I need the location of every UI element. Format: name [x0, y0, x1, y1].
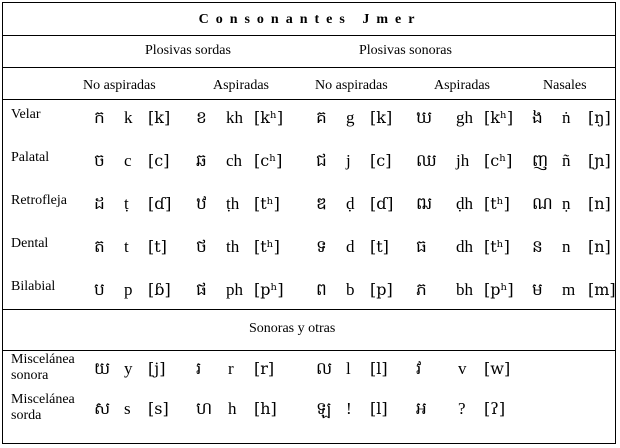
ipa-value: [j] [148, 359, 166, 378]
transliteration: r [228, 359, 234, 378]
ipa-value: [pʰ] [484, 280, 514, 299]
row-label-line: Miscelánea [11, 352, 75, 367]
ipa-value: [tʰ] [254, 194, 280, 213]
transliteration: ph [226, 280, 243, 299]
group-sonoras-y-otras: Sonoras y otras [249, 321, 336, 336]
transliteration: kh [226, 108, 243, 127]
ipa-value: [n] [588, 237, 611, 256]
ipa-value: [k] [370, 108, 393, 127]
transliteration: ṇ [562, 194, 571, 213]
row-label-palatal: Palatal [11, 150, 50, 165]
ipa-value: [h] [254, 399, 277, 418]
khmer-letter: ស [94, 399, 111, 419]
row-label-line: sorda [11, 408, 42, 423]
transliteration: p [124, 280, 133, 299]
transliteration: jh [456, 151, 470, 170]
table-title: Consonantes Jmer [198, 12, 422, 27]
khmer-letter: ហ [196, 399, 213, 419]
transliteration: ! [346, 399, 352, 418]
khmer-letter: ដ [94, 194, 105, 214]
khmer-letter: ឍ [416, 194, 433, 214]
transliteration: ñ [562, 151, 571, 170]
khmer-letter: ឃ [416, 108, 433, 128]
divider-subheaders [2, 99, 616, 100]
ipa-value: [ɗ] [148, 194, 172, 213]
transliteration: ḍh [456, 194, 473, 213]
row-label-miscelanea-sonora [11, 352, 75, 384]
ipa-value: [p] [370, 280, 393, 299]
transliteration: bh [456, 280, 473, 299]
khmer-letter: ញ [532, 151, 549, 171]
khmer-letter: ថ [196, 237, 207, 257]
ipa-value: [t] [148, 237, 167, 256]
khmer-letter: ណ [532, 194, 553, 214]
group-plosivas-sordas: Plosivas sordas [145, 43, 231, 58]
ipa-value: [cʰ] [254, 151, 283, 170]
ipa-value: [l] [370, 399, 388, 418]
khmer-letter: ឡ [316, 399, 332, 419]
row-label-dental: Dental [11, 236, 49, 251]
ipa-value: [c] [370, 151, 392, 170]
divider-main-body [2, 309, 616, 310]
khmer-letter: ឌ [316, 194, 327, 214]
transliteration: j [346, 151, 351, 170]
ipa-value: [r] [254, 359, 275, 378]
transliteration: dh [456, 237, 473, 256]
transliteration: m [562, 280, 576, 299]
row-label-bilabial: Bilabial [11, 279, 56, 294]
ipa-value: [w] [484, 359, 511, 378]
transliteration: ? [458, 399, 466, 418]
subheader-no-aspiradas-sordas: No aspiradas [83, 78, 156, 93]
ipa-value: [kʰ] [484, 108, 514, 127]
transliteration: d [346, 237, 355, 256]
ipa-value: [t] [370, 237, 389, 256]
row-label-retrofleja: Retrofleja [11, 193, 67, 208]
ipa-value: [c] [148, 151, 170, 170]
khmer-letter: ឋ [196, 194, 207, 214]
transliteration: t [124, 237, 129, 256]
transliteration: ḍ [346, 194, 355, 213]
ipa-value: [kʰ] [254, 108, 284, 127]
group-plosivas-sonoras: Plosivas sonoras [359, 43, 452, 58]
transliteration: c [124, 151, 132, 170]
row-label-line: Miscelánea [11, 392, 75, 407]
row-label-line: sonora [11, 368, 49, 383]
divider-title [2, 35, 616, 36]
khmer-letter: ក [94, 108, 105, 128]
subheader-aspiradas-sordas: Aspiradas [213, 78, 269, 93]
khmer-letter: ជ [316, 151, 327, 171]
khmer-letter: ព [316, 280, 327, 300]
khmer-letter: ធ [416, 237, 427, 257]
transliteration: g [346, 108, 355, 127]
khmer-letter: ច [94, 151, 105, 171]
ipa-value: [s] [148, 399, 169, 418]
ipa-value: [tʰ] [484, 237, 510, 256]
ipa-value: [n] [588, 194, 611, 213]
khmer-letter: ប [94, 280, 105, 300]
khmer-letter: ឆ [196, 151, 207, 171]
row-label-miscelanea-sorda [11, 392, 75, 424]
transliteration: gh [456, 108, 473, 127]
khmer-letter: ត [94, 237, 105, 257]
transliteration: th [226, 237, 240, 256]
khmer-letter: ភ [416, 280, 427, 300]
khmer-letter: អ [416, 399, 427, 419]
transliteration: y [124, 359, 133, 378]
ipa-value: [ʔ] [484, 399, 506, 418]
ipa-value: [l] [370, 359, 388, 378]
transliteration: ch [226, 151, 243, 170]
khmer-letter: រ [196, 359, 202, 379]
transliteration: n [562, 237, 571, 256]
khmer-letter: យ [94, 359, 111, 379]
transliteration: h [228, 399, 237, 418]
transliteration: ṭh [226, 194, 240, 213]
subheader-no-aspiradas-sonoras: No aspiradas [315, 78, 388, 93]
row-label-velar: Velar [11, 107, 41, 122]
ipa-value: [ɓ] [148, 280, 171, 299]
khmer-letter: ឈ [416, 151, 437, 171]
transliteration: ṭ [124, 194, 129, 213]
khmer-letter: ទ [316, 237, 327, 257]
khmer-letter: ខ [196, 108, 207, 128]
ipa-value: [pʰ] [254, 280, 284, 299]
ipa-value: [ŋ] [588, 108, 611, 127]
transliteration: s [124, 399, 131, 418]
khmer-letter: ល [316, 359, 333, 379]
ipa-value: [tʰ] [484, 194, 510, 213]
ipa-value: [ɲ] [588, 151, 611, 170]
transliteration: k [124, 108, 133, 127]
ipa-value: [m] [588, 280, 616, 299]
subheader-aspiradas-sonoras: Aspiradas [434, 78, 490, 93]
ipa-value: [k] [148, 108, 171, 127]
khmer-letter: វ [416, 359, 422, 379]
khmer-letter: ង [532, 108, 543, 128]
ipa-value: [tʰ] [254, 237, 280, 256]
ipa-value: [cʰ] [484, 151, 513, 170]
khmer-letter: គ [316, 108, 327, 128]
khmer-letter: ម [532, 280, 543, 300]
khmer-letter: ន [532, 237, 543, 257]
transliteration: b [346, 280, 355, 299]
subheader-nasales: Nasales [543, 78, 587, 93]
divider-misc-header [2, 350, 616, 351]
ipa-value: [ɗ] [370, 194, 394, 213]
divider-groups [2, 67, 616, 68]
transliteration: v [458, 359, 467, 378]
khmer-letter: ផ [196, 280, 207, 300]
transliteration: l [346, 359, 351, 378]
transliteration: ṅ [562, 108, 571, 127]
